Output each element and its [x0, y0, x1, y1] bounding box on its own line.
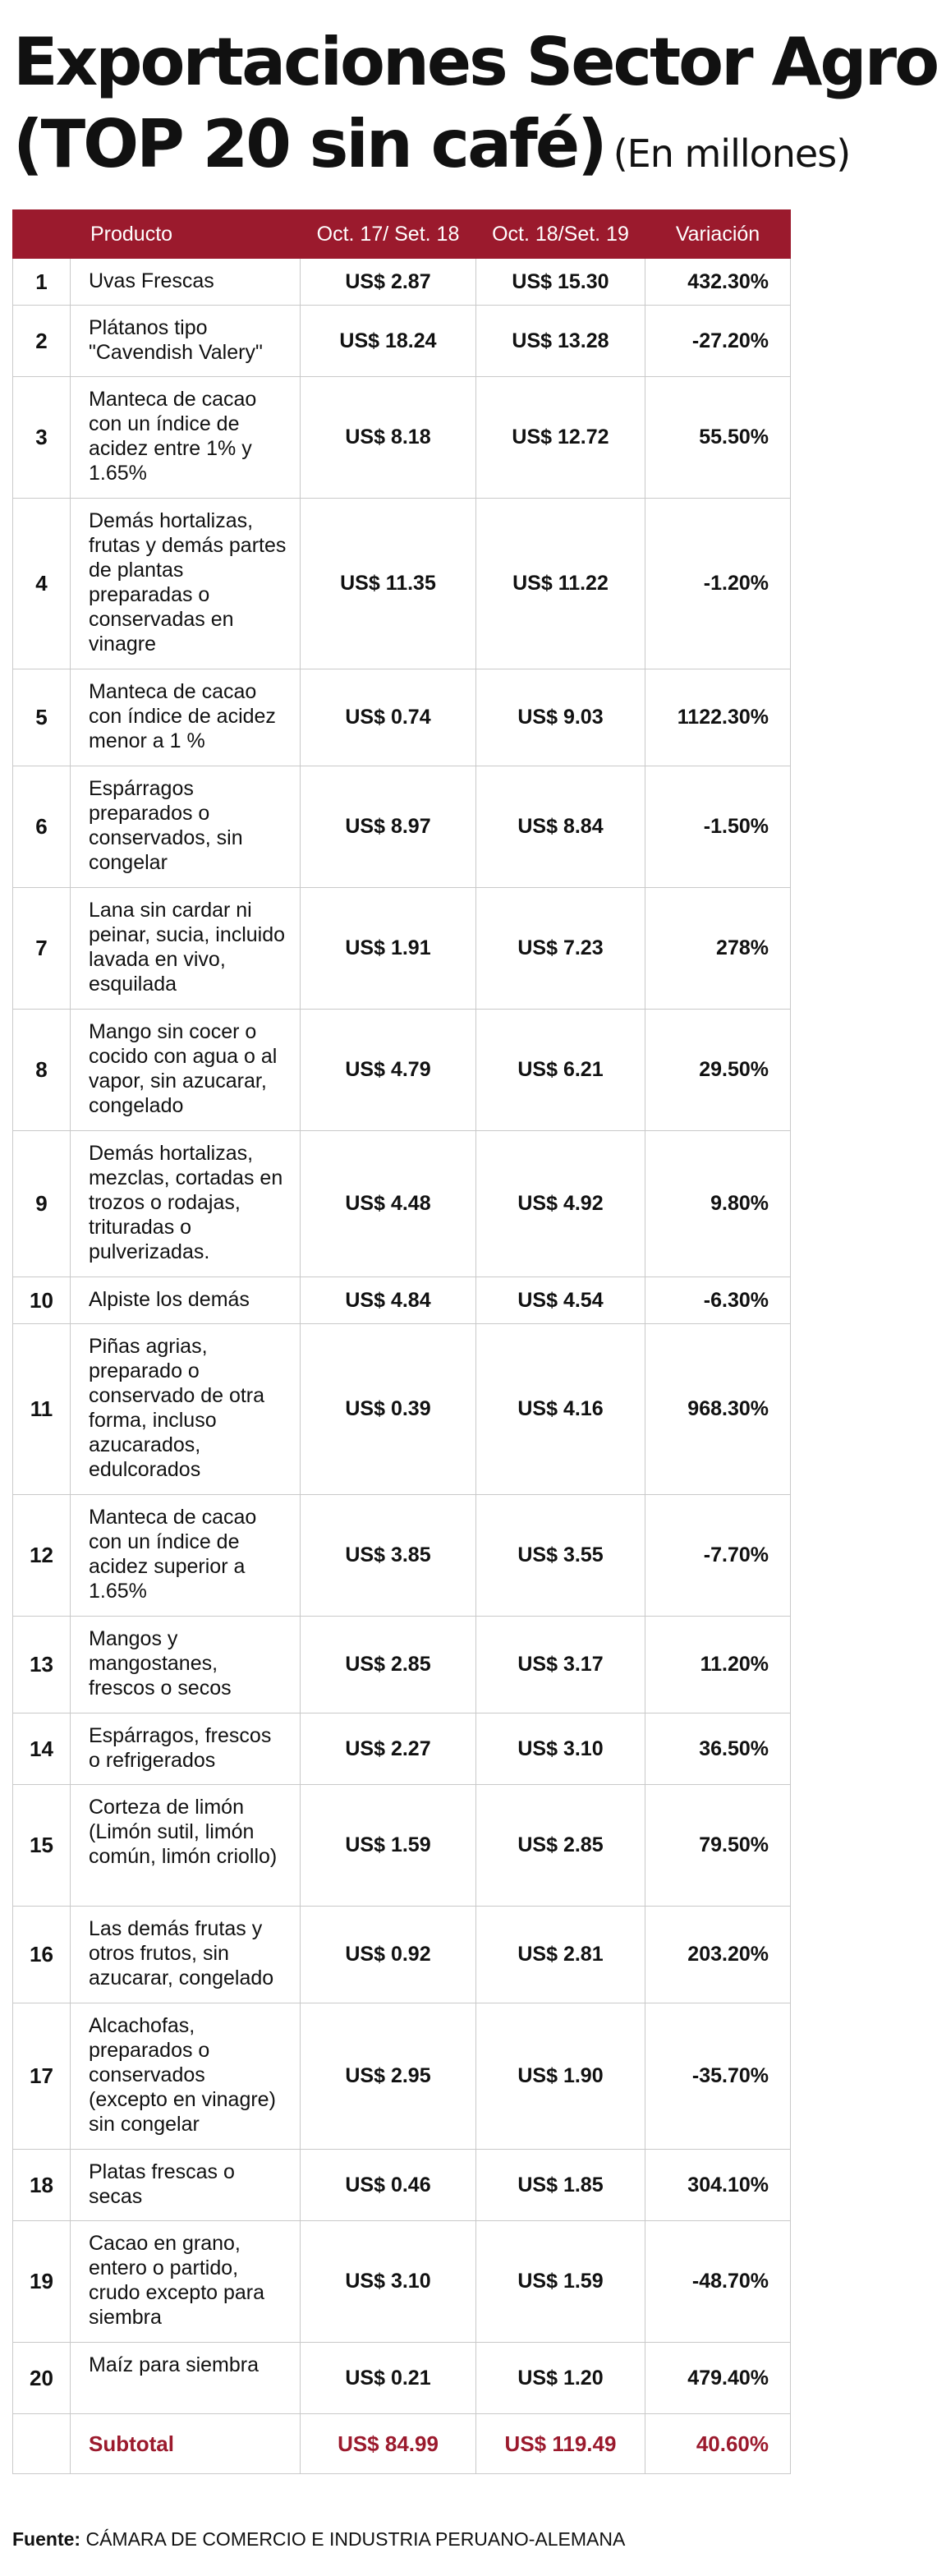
- period1-cell: US$ 2.87: [301, 259, 476, 306]
- variation-cell: 55.50%: [645, 377, 791, 499]
- variation-cell: -1.50%: [645, 766, 791, 888]
- variation-cell: 968.30%: [645, 1324, 791, 1495]
- exports-table: [12, 209, 791, 2474]
- table-row: [13, 377, 791, 499]
- col-product-header: Producto: [71, 210, 301, 259]
- variation-cell: -6.30%: [645, 1277, 791, 1324]
- period2-cell: US$ 8.84: [476, 766, 645, 888]
- variation-cell: 304.10%: [645, 2150, 791, 2221]
- rank-cell: 5: [13, 669, 71, 766]
- period1-cell: US$ 8.97: [301, 766, 476, 888]
- table-row: [13, 1785, 791, 1907]
- rank-cell: 2: [13, 306, 71, 377]
- period2-cell: US$ 9.03: [476, 669, 645, 766]
- variation-cell: 278%: [645, 888, 791, 1010]
- table-row: [13, 1617, 791, 1714]
- rank-cell: 10: [13, 1277, 71, 1324]
- table-row: [13, 1010, 791, 1131]
- product-cell: Mango sin cocer o cocido con agua o al vapor, sin azucarar, congelado: [71, 1010, 301, 1131]
- rank-cell: 20: [13, 2343, 71, 2414]
- subtotal-period1: US$ 84.99: [301, 2414, 476, 2474]
- subtotal-label: Subtotal: [71, 2414, 301, 2474]
- table-row: [13, 259, 791, 306]
- product-cell: Cacao en grano, entero o partido, crudo excepto para siembra: [71, 2221, 301, 2343]
- col-variation-header: Variación: [645, 210, 791, 259]
- period1-cell: US$ 0.21: [301, 2343, 476, 2414]
- variation-cell: -48.70%: [645, 2221, 791, 2343]
- col-period1-header: Oct. 17/ Set. 18: [301, 210, 476, 259]
- product-cell: Demás hortalizas, frutas y demás partes de plantas preparadas o conservadas en vinagre: [71, 499, 301, 669]
- period2-cell: US$ 15.30: [476, 259, 645, 306]
- rank-cell: 8: [13, 1010, 71, 1131]
- rank-cell: 6: [13, 766, 71, 888]
- table-row: [13, 499, 791, 669]
- table-row: [13, 1907, 791, 2003]
- source-label: Fuente:: [12, 2528, 81, 2550]
- subtotal-row: [13, 2414, 791, 2474]
- table-row: [13, 1324, 791, 1495]
- period2-cell: US$ 4.16: [476, 1324, 645, 1495]
- rank-cell: 3: [13, 377, 71, 499]
- period1-cell: US$ 0.74: [301, 669, 476, 766]
- period1-cell: US$ 1.91: [301, 888, 476, 1010]
- period2-cell: US$ 2.85: [476, 1785, 645, 1907]
- product-cell: Manteca de cacao con un índice de acidez superior a 1.65%: [71, 1495, 301, 1617]
- period2-cell: US$ 7.23: [476, 888, 645, 1010]
- period1-cell: US$ 2.95: [301, 2003, 476, 2150]
- period1-cell: US$ 4.84: [301, 1277, 476, 1324]
- rank-cell: 9: [13, 1131, 71, 1277]
- variation-cell: 9.80%: [645, 1131, 791, 1277]
- title-line-2: [13, 104, 851, 195]
- variation-cell: 479.40%: [645, 2343, 791, 2414]
- product-cell: Lana sin cardar ni peinar, sucia, incluido lavada en vivo, esquilada: [71, 888, 301, 1010]
- product-cell: Corteza de limón (Limón sutil, limón común, limón criollo): [71, 1785, 301, 1907]
- source-text: CÁMARA DE COMERCIO E INDUSTRIA PERUANO-ALEMANA: [85, 2528, 626, 2550]
- rank-cell: 17: [13, 2003, 71, 2150]
- title-line-1: Exportaciones Sector Agro: [13, 24, 937, 100]
- table-body: [13, 259, 791, 2474]
- product-cell: Alpiste los demás: [71, 1277, 301, 1324]
- subtotal-period2: US$ 119.49: [476, 2414, 645, 2474]
- period2-cell: US$ 1.85: [476, 2150, 645, 2221]
- subtotal-variation: 40.60%: [645, 2414, 791, 2474]
- period2-cell: US$ 4.92: [476, 1131, 645, 1277]
- rank-cell: 12: [13, 1495, 71, 1617]
- period1-cell: US$ 4.79: [301, 1010, 476, 1131]
- period1-cell: US$ 0.92: [301, 1907, 476, 2003]
- title-unit: (En millones): [613, 131, 851, 176]
- period1-cell: US$ 4.48: [301, 1131, 476, 1277]
- table-row: [13, 2221, 791, 2343]
- variation-cell: 29.50%: [645, 1010, 791, 1131]
- rank-cell: 14: [13, 1714, 71, 1785]
- variation-cell: 79.50%: [645, 1785, 791, 1907]
- variation-cell: 203.20%: [645, 1907, 791, 2003]
- period1-cell: US$ 0.46: [301, 2150, 476, 2221]
- variation-cell: 1122.30%: [645, 669, 791, 766]
- product-cell: Maíz para siembra: [71, 2343, 301, 2414]
- table-row: [13, 1131, 791, 1277]
- product-cell: Manteca de cacao con un índice de acidez entre 1% y 1.65%: [71, 377, 301, 499]
- period1-cell: US$ 8.18: [301, 377, 476, 499]
- rank-cell: 4: [13, 499, 71, 669]
- period1-cell: US$ 3.10: [301, 2221, 476, 2343]
- product-cell: Uvas Frescas: [71, 259, 301, 306]
- period2-cell: US$ 6.21: [476, 1010, 645, 1131]
- variation-cell: -1.20%: [645, 499, 791, 669]
- period1-cell: US$ 0.39: [301, 1324, 476, 1495]
- title-main-2: (TOP 20 sin café): [13, 106, 605, 182]
- variation-cell: 36.50%: [645, 1714, 791, 1785]
- product-cell: Espárragos preparados o conservados, sin congelar: [71, 766, 301, 888]
- variation-cell: -27.20%: [645, 306, 791, 377]
- variation-cell: 432.30%: [645, 259, 791, 306]
- rank-cell: 13: [13, 1617, 71, 1714]
- period2-cell: US$ 1.90: [476, 2003, 645, 2150]
- period1-cell: US$ 2.85: [301, 1617, 476, 1714]
- table-row: [13, 2343, 791, 2414]
- period2-cell: US$ 13.28: [476, 306, 645, 377]
- table-row: [13, 1277, 791, 1324]
- period2-cell: US$ 1.59: [476, 2221, 645, 2343]
- table-header-row: [13, 210, 791, 259]
- product-cell: Plátanos tipo "Cavendish Valery": [71, 306, 301, 377]
- rank-cell: 15: [13, 1785, 71, 1907]
- rank-cell: 16: [13, 1907, 71, 2003]
- col-rank-header: [13, 210, 71, 259]
- product-cell: Las demás frutas y otros frutos, sin azucarar, congelado: [71, 1907, 301, 2003]
- table-row: [13, 1495, 791, 1617]
- rank-cell: 18: [13, 2150, 71, 2221]
- product-cell: Piñas agrias, preparado o conservado de otra forma, incluso azucarados, edulcorados: [71, 1324, 301, 1495]
- period2-cell: US$ 3.17: [476, 1617, 645, 1714]
- subtotal-rank-cell: [13, 2414, 71, 2474]
- period2-cell: US$ 3.55: [476, 1495, 645, 1617]
- variation-cell: -7.70%: [645, 1495, 791, 1617]
- page-title: [13, 21, 937, 195]
- rank-cell: 11: [13, 1324, 71, 1495]
- product-cell: Manteca de cacao con índice de acidez menor a 1 %: [71, 669, 301, 766]
- period2-cell: US$ 3.10: [476, 1714, 645, 1785]
- table-row: [13, 669, 791, 766]
- table-row: [13, 2150, 791, 2221]
- table-row: [13, 1714, 791, 1785]
- period1-cell: US$ 1.59: [301, 1785, 476, 1907]
- col-period2-header: Oct. 18/Set. 19: [476, 210, 645, 259]
- product-cell: Espárragos, frescos o refrigerados: [71, 1714, 301, 1785]
- period2-cell: US$ 1.20: [476, 2343, 645, 2414]
- product-cell: Platas frescas o secas: [71, 2150, 301, 2221]
- period2-cell: US$ 11.22: [476, 499, 645, 669]
- table-row: [13, 2003, 791, 2150]
- period2-cell: US$ 2.81: [476, 1907, 645, 2003]
- product-cell: Alcachofas, preparados o conservados (excepto en vinagre) sin congelar: [71, 2003, 301, 2150]
- period1-cell: US$ 3.85: [301, 1495, 476, 1617]
- product-cell: Mangos y mangostanes, frescos o secos: [71, 1617, 301, 1714]
- period1-cell: US$ 2.27: [301, 1714, 476, 1785]
- variation-cell: 11.20%: [645, 1617, 791, 1714]
- rank-cell: 19: [13, 2221, 71, 2343]
- table-row: [13, 766, 791, 888]
- rank-cell: 1: [13, 259, 71, 306]
- table-row: [13, 888, 791, 1010]
- product-cell: Demás hortalizas, mezclas, cortadas en trozos o rodajas, trituradas o pulverizadas.: [71, 1131, 301, 1277]
- period2-cell: US$ 12.72: [476, 377, 645, 499]
- period1-cell: US$ 18.24: [301, 306, 476, 377]
- period2-cell: US$ 4.54: [476, 1277, 645, 1324]
- rank-cell: 7: [13, 888, 71, 1010]
- table-row: [13, 306, 791, 377]
- source-note: [12, 2528, 625, 2551]
- period1-cell: US$ 11.35: [301, 499, 476, 669]
- variation-cell: -35.70%: [645, 2003, 791, 2150]
